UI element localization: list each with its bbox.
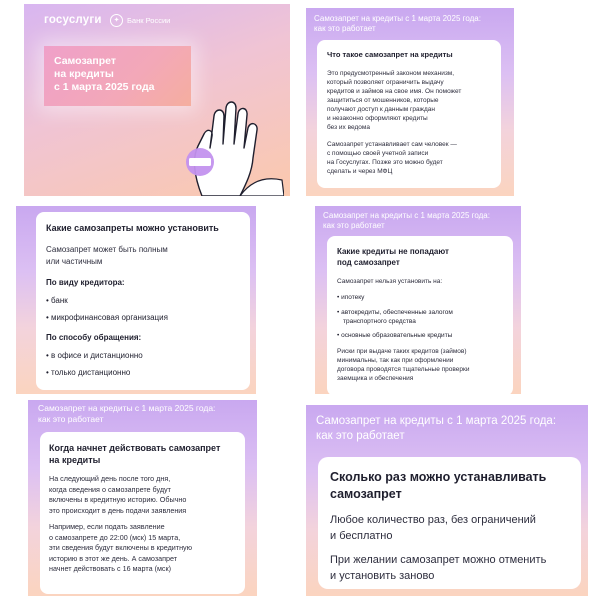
slide-header-line: Самозапрет на кредиты с 1 марта 2025 года: bbox=[314, 14, 481, 23]
text-line: на Госуслугах. Позже это можно будет bbox=[327, 159, 443, 166]
list-item: • банк bbox=[46, 295, 240, 306]
text-line: минимальны, так как при оформлении bbox=[337, 357, 454, 364]
card-paragraph bbox=[330, 552, 569, 584]
text-line: Самозапрет устанавливает сам человек — bbox=[327, 141, 457, 148]
title-line: Сколько раз можно устанавливать bbox=[330, 470, 547, 484]
card-title bbox=[330, 469, 569, 503]
slide-header bbox=[316, 414, 581, 444]
text-line: автокредиты, обеспеченные залогом bbox=[341, 309, 453, 316]
title-line: на кредиты bbox=[49, 455, 101, 465]
list-item: • ипотеку bbox=[337, 293, 503, 302]
title-line: под самозапрет bbox=[337, 258, 400, 267]
info-card bbox=[317, 40, 501, 188]
text-line: историю в этот же день. А самозапрет bbox=[49, 553, 178, 563]
cover-slide bbox=[24, 4, 290, 196]
text-line: или частичным bbox=[46, 257, 103, 266]
card-paragraph bbox=[46, 244, 240, 268]
cover-headline-line: с 1 марта 2025 года bbox=[54, 81, 155, 93]
what-is-slide bbox=[306, 8, 514, 196]
section-subtitle: По способу обращения: bbox=[46, 333, 142, 342]
text-line: Это предусмотренный законом механизм, bbox=[327, 70, 455, 77]
text-line: заемщика и обеспечения bbox=[337, 375, 414, 382]
card-title: Что такое самозапрет на кредиты bbox=[327, 50, 453, 59]
list-item: • микрофинансовая организация bbox=[46, 312, 240, 323]
slide-header-line: как это работает bbox=[323, 221, 385, 230]
title-line: Какие кредиты не попадают bbox=[337, 247, 449, 256]
cover-headline-line: Самозапрет bbox=[54, 55, 116, 67]
text-line: транспортного средства bbox=[343, 318, 416, 325]
stop-hand-icon bbox=[174, 96, 284, 196]
text-line: При желании самозапрет можно отменить bbox=[330, 554, 547, 566]
text-line: кредитов и займов на свое имя. Он поможет bbox=[327, 88, 462, 95]
slide-header bbox=[38, 403, 253, 425]
text-line: Риски при выдаче таких кредитов (займов) bbox=[337, 348, 467, 355]
list-item: • только дистанционно bbox=[46, 367, 240, 378]
slide-header-line: как это работает bbox=[38, 414, 104, 424]
how-many-times-slide bbox=[306, 405, 588, 596]
text-line: Самозапрет может быть полным bbox=[46, 245, 168, 254]
info-card bbox=[327, 236, 513, 394]
slide-header bbox=[314, 14, 504, 34]
exclusions-slide bbox=[315, 206, 521, 394]
info-card bbox=[36, 212, 250, 390]
text-line: получают доступ к данным граждан bbox=[327, 106, 435, 113]
text-line: Любое количество раз, без ограничений bbox=[330, 514, 536, 526]
text-line: договора проводятся тщательные проверки bbox=[337, 366, 470, 373]
text-line: сделать и через МФЦ bbox=[327, 168, 393, 175]
card-title bbox=[337, 246, 467, 268]
card-paragraph bbox=[49, 522, 236, 575]
card-title: Какие самозапреты можно установить bbox=[46, 223, 219, 233]
text-line: без их ведома bbox=[327, 124, 370, 131]
list-item: • в офисе и дистанционно bbox=[46, 350, 240, 361]
when-starts-slide bbox=[28, 400, 257, 596]
slide-header bbox=[323, 211, 513, 231]
cover-headline-line: на кредиты bbox=[54, 68, 114, 80]
slide-header-line: Самозапрет на кредиты с 1 марта 2025 года: bbox=[316, 415, 557, 427]
slide-header-line: как это работает bbox=[314, 24, 376, 33]
text-line: который позволяет ограничить выдачу bbox=[327, 79, 444, 86]
card-title bbox=[49, 442, 236, 466]
section-subtitle: По виду кредитора: bbox=[46, 278, 125, 287]
title-line: Когда начнет действовать самозапрет bbox=[49, 443, 221, 453]
card-paragraph bbox=[327, 140, 491, 176]
info-card bbox=[40, 432, 245, 594]
text-line: и незаконно оформляют кредиты bbox=[327, 115, 428, 122]
text-line: о самозапрете до 22:00 (мск) 15 марта, bbox=[49, 532, 181, 542]
text-line: эти сведения будут включены в кредитную bbox=[49, 543, 193, 552]
types-slide bbox=[16, 206, 256, 394]
card-paragraph: Самозапрет нельзя установить на: bbox=[337, 278, 443, 285]
card-paragraph bbox=[337, 347, 503, 383]
text-line: защититься от мошенников, которые bbox=[327, 97, 439, 104]
text-line: когда сведения о самозапрете будут bbox=[49, 484, 171, 494]
title-line: самозапрет bbox=[330, 487, 402, 501]
slide-header-line: Самозапрет на кредиты с 1 марта 2025 года: bbox=[323, 211, 490, 220]
text-line: Например, если подать заявление bbox=[49, 522, 165, 531]
text-line: включены в кредитную историю. Обычно bbox=[49, 495, 187, 504]
gosuslugi-logo: госуслуги bbox=[44, 14, 102, 26]
text-line: и установить заново bbox=[330, 570, 435, 582]
slide-header-line: Самозапрет на кредиты с 1 марта 2025 года: bbox=[38, 403, 216, 413]
bank-of-russia-logo bbox=[110, 14, 170, 27]
list-item bbox=[337, 308, 503, 326]
text-line: с помощью своей учетной записи bbox=[327, 150, 429, 157]
bank-of-russia-label: Банк России bbox=[127, 16, 171, 25]
eagle-emblem-icon: ✦ bbox=[110, 14, 123, 27]
text-line: и бесплатно bbox=[330, 530, 393, 542]
card-paragraph bbox=[327, 69, 491, 132]
text-line: На следующий день после того дня, bbox=[49, 474, 171, 483]
text-line: это происходит в день подачи заявления bbox=[49, 505, 187, 515]
text-line: начнет действовать с 16 марта (мск) bbox=[49, 564, 172, 573]
card-paragraph bbox=[49, 474, 236, 516]
info-card bbox=[318, 457, 581, 589]
slide-header-line: как это работает bbox=[316, 430, 405, 442]
cover-headline bbox=[44, 46, 191, 106]
card-paragraph bbox=[330, 512, 569, 544]
list-item: • основные образовательные кредиты bbox=[337, 331, 503, 340]
